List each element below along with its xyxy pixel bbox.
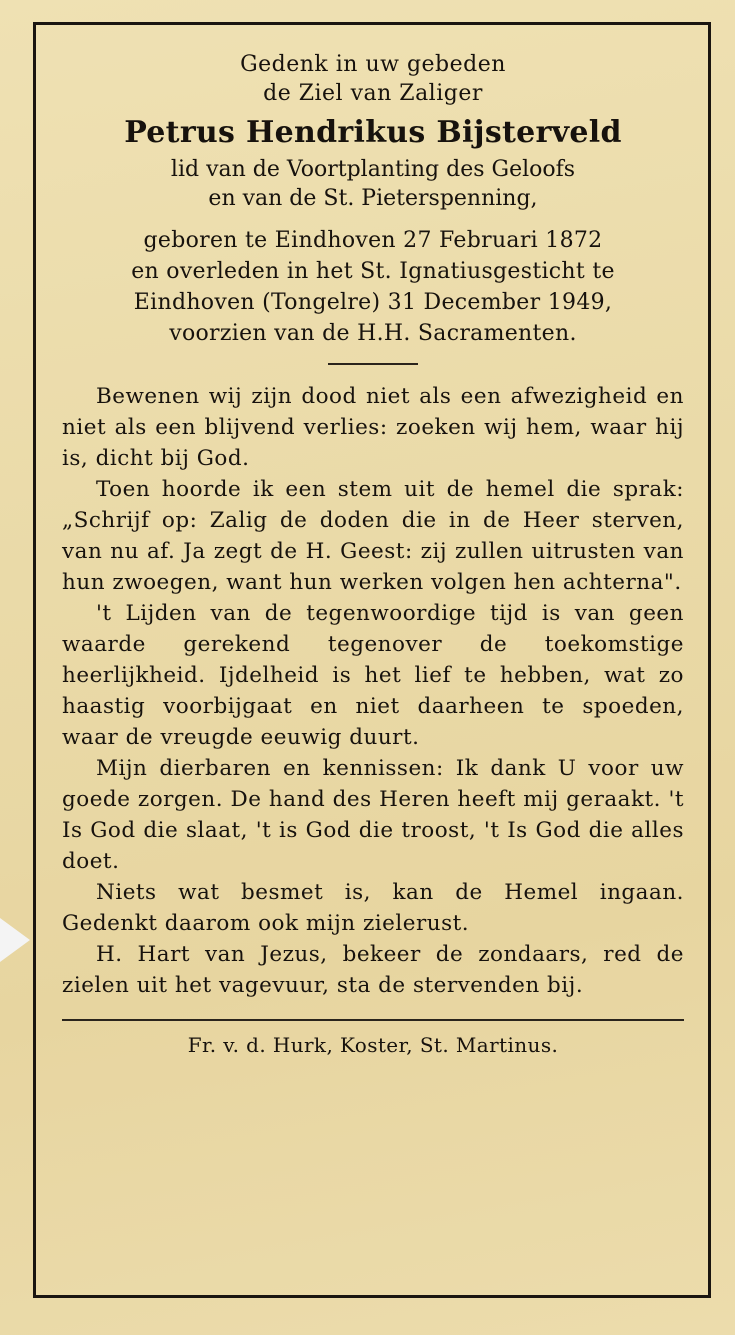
paragraph-prayer: H. Hart van Jezus, bekeer de zondaars, red de zielen uit het vagevuur, sta de stervenden bij. — [62, 942, 684, 998]
paragraph-suffering: 't Lijden van de tegenwoordige tijd is van geen waarde gerekend tegenover de toekomstige heerlijkheid. Ijdelheid is het lief te hebben, wat zo haastig voorbijgaat en niet daarheen te spoeden, waar de vreugde eeuwig duurt. — [62, 601, 684, 750]
printer-credit: Fr. v. d. Hurk, Koster, St. Martinus. — [187, 1033, 559, 1057]
separator-long — [62, 1019, 684, 1021]
paragraph-farewell: Mijn dierbaren en kennissen: Ik dank U voor uw goede zorgen. De hand des Heren heeft mij geraakt. 't Is God die slaat, 't is God die troost, 't Is God die alles doet. — [62, 756, 684, 874]
paragraph-mourning: Bewenen wij zijn dood niet als een afwezigheid en niet als een blijvend verlies: zoeken wij hem, waar hij is, dicht bij God. — [62, 384, 684, 471]
birth-line: geboren te Eindhoven 27 Februari 1872 — [143, 228, 603, 253]
membership-line-2: en van de St. Pieterspenning, — [208, 186, 538, 211]
card-content — [62, 50, 684, 1059]
sacraments-line: voorzien van de H.H. Sacramenten. — [169, 321, 577, 346]
biography-block — [62, 225, 684, 349]
separator-short — [328, 363, 418, 365]
prayer-line-2: de Ziel van Zaliger — [263, 81, 483, 106]
deceased-name: Petrus Hendrikus Bijsterveld — [124, 115, 622, 150]
paragraph-revelation: Toen hoorde ik een stem uit de hemel die sprak: „Schrijf op: Zalig de doden die in de Heer sterven, van nu af. Ja zegt de H. Geest: zij zullen uitrusten van hun zwoegen, want hun werken volgen hen achterna". — [62, 477, 684, 595]
membership-line-1: lid van de Voortplanting des Geloofs — [170, 157, 576, 182]
paragraph-heaven: Niets wat besmet is, kan de Hemel ingaan. Gedenkt daarom ook mijn zielerust. — [62, 880, 684, 936]
card-tear-notch — [0, 918, 30, 962]
death-place-line: Eindhoven (Tongelre) 31 December 1949, — [133, 290, 613, 315]
prayer-line-1: Gedenk in uw gebeden — [240, 52, 506, 77]
death-line: en overleden in het St. Ignatiusgesticht te — [131, 259, 615, 284]
